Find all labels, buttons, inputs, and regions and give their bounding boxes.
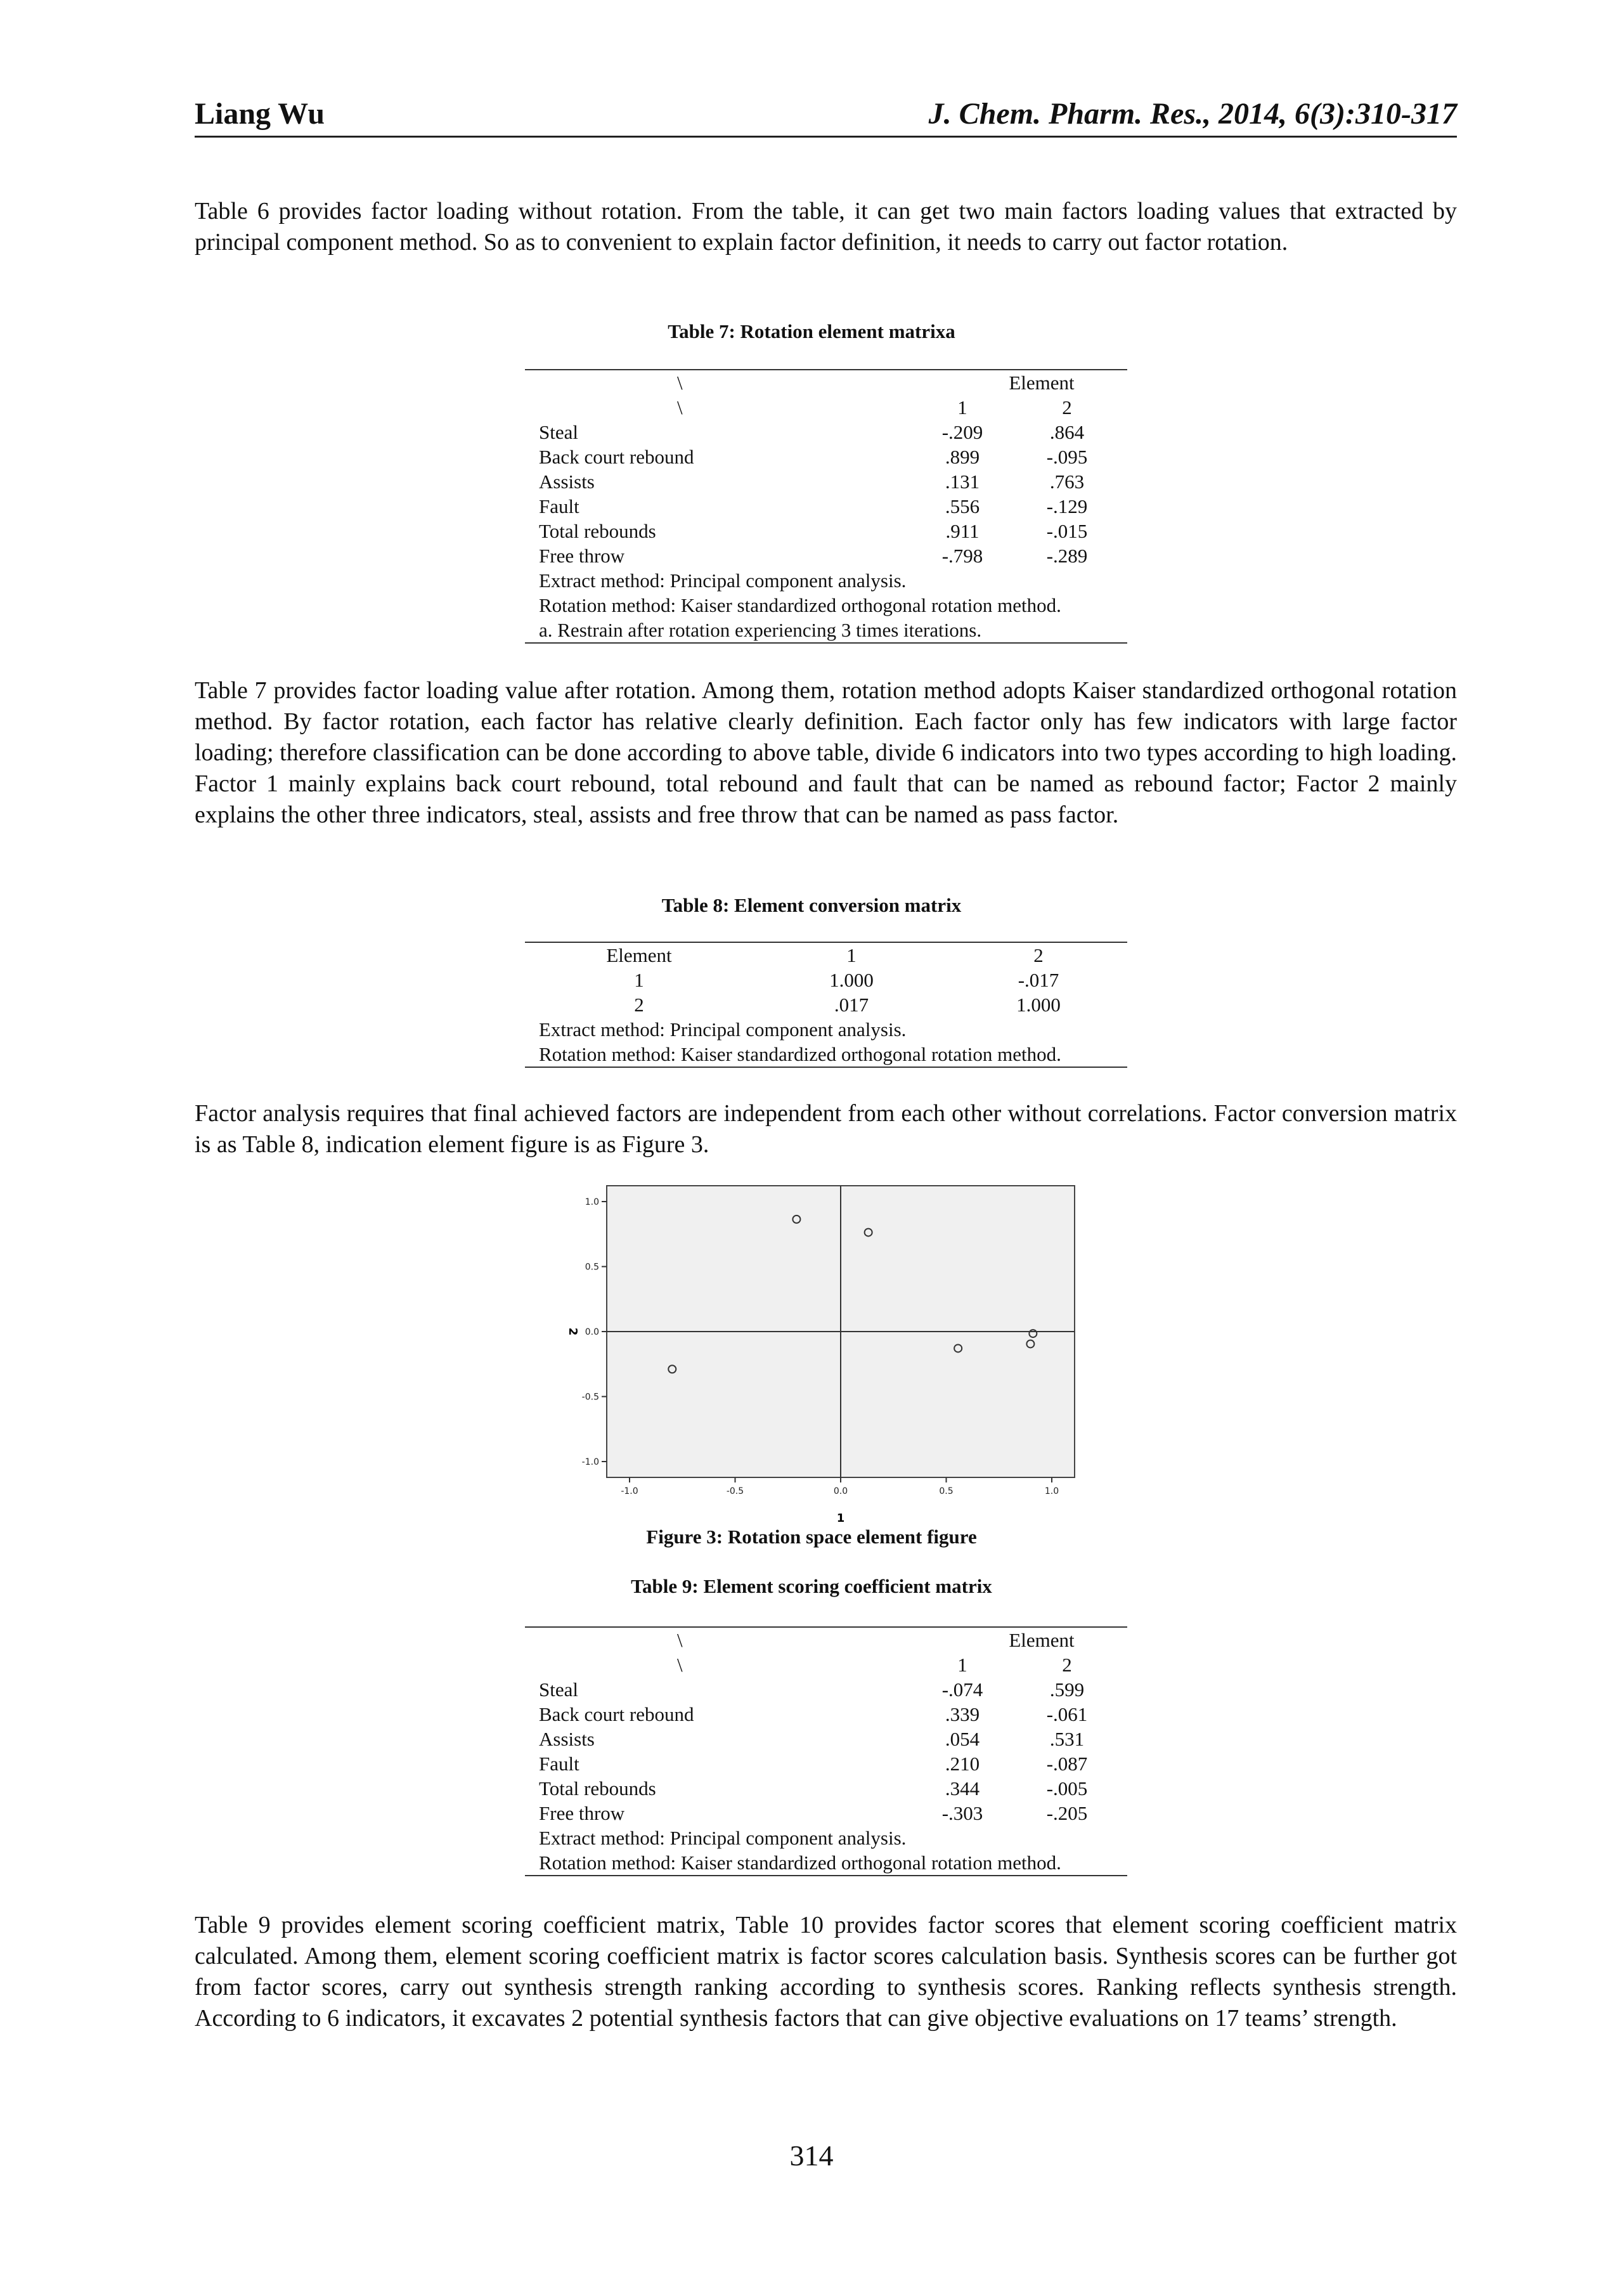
cell-value: -.798 [941, 545, 983, 567]
row-label: Fault [539, 1753, 579, 1775]
table-row [525, 992, 1127, 1017]
table7-caption: Table 7: Rotation element matrixa [668, 320, 955, 342]
y-tick-label: 0.0 [585, 1327, 599, 1337]
table7-note-3: a. Restrain after rotation experiencing 3 times iterations. [525, 618, 1127, 643]
x-tick-label: 0.5 [939, 1486, 954, 1496]
table-row [525, 1776, 1127, 1801]
cell-value: .911 [945, 520, 980, 542]
row-label: Assists [539, 470, 595, 493]
table8 [525, 942, 1127, 1068]
cell-value: -.005 [1046, 1777, 1088, 1800]
row-label: Fault [539, 495, 579, 517]
row-label: Total rebounds [539, 1777, 656, 1800]
cell-value: 1.000 [1016, 994, 1061, 1016]
table7-col2: 2 [1062, 396, 1072, 418]
table7-corner-2: \ [677, 396, 683, 418]
table-row [525, 968, 1127, 992]
x-tick-label: -1.0 [621, 1486, 638, 1496]
table7-corner: \ [525, 370, 880, 395]
table8-caption: Table 8: Element conversion matrix [661, 894, 962, 916]
cell-value: -.095 [1046, 446, 1088, 468]
cell-value: .763 [1049, 470, 1085, 493]
table-row [525, 1677, 1127, 1702]
table7-group-header: Element [880, 370, 1127, 395]
table8-header-1: 1 [753, 942, 950, 968]
table7 [525, 369, 1127, 644]
table9-note-1: Extract method: Principal component analysis. [539, 1827, 907, 1849]
table-row [525, 543, 1127, 568]
table9-caption: Table 9: Element scoring coefficient matrix [631, 1575, 992, 1597]
cell-value: 1 [634, 969, 644, 991]
figure3-scatter-chart [558, 1179, 1103, 1534]
table-row [525, 444, 1127, 469]
cell-value: -.061 [1046, 1703, 1088, 1725]
table9-note-2: Rotation method: Kaiser standardized orthogonal rotation method. [525, 1850, 1127, 1876]
cell-value: .864 [1049, 421, 1085, 443]
table-row [525, 1702, 1127, 1727]
table9-group-header: Element [880, 1627, 1127, 1652]
table-row [525, 1727, 1127, 1751]
x-axis-label: 1 [836, 1512, 845, 1525]
cell-value: .210 [945, 1753, 980, 1775]
cell-value: .339 [945, 1703, 980, 1725]
table8-note-2: Rotation method: Kaiser standardized orthogonal rotation method. [525, 1042, 1127, 1067]
cell-value: -.289 [1046, 545, 1088, 567]
table8-note-1: Extract method: Principal component analysis. [539, 1018, 907, 1041]
header-rule [195, 136, 1457, 138]
cell-value: -.017 [1018, 969, 1059, 991]
header-author: Liang Wu [195, 97, 325, 131]
row-label: Back court rebound [539, 1703, 694, 1725]
table-row [525, 1801, 1127, 1826]
y-tick-label: -1.0 [581, 1457, 599, 1467]
cell-value: -.209 [941, 421, 983, 443]
x-tick-label: 1.0 [1044, 1486, 1059, 1496]
cell-value: 2 [634, 994, 644, 1016]
table7-note-1: Extract method: Principal component analysis. [539, 569, 907, 592]
page-number: 314 [789, 2139, 834, 2172]
scatter-plot-svg [558, 1179, 1103, 1534]
cell-value: -.205 [1046, 1802, 1088, 1824]
cell-value: .531 [1049, 1728, 1085, 1750]
row-label: Back court rebound [539, 446, 694, 468]
header-journal: J. Chem. Pharm. Res., 2014, 6(3):310-317 [928, 97, 1457, 131]
cell-value: -.129 [1046, 495, 1088, 517]
row-label: Free throw [539, 1802, 625, 1824]
cell-value: .131 [945, 470, 980, 493]
y-tick-label: 0.5 [585, 1262, 599, 1273]
paragraph-1: Table 6 provides factor loading without rotation. From the table, it can get two main factors loading values that extracted by principal component method. So as to convenient to explain factor definition, it needs to carry out factor rotation. [195, 198, 1457, 256]
table-row [525, 494, 1127, 519]
cell-value: -.015 [1046, 520, 1088, 542]
table7-col1: 1 [957, 396, 967, 418]
cell-value: -.087 [1046, 1753, 1088, 1775]
row-label: Total rebounds [539, 520, 656, 542]
cell-value: 1.000 [829, 969, 874, 991]
paragraph-4: Table 9 provides element scoring coefficient matrix, Table 10 provides factor scores that element scoring coefficient matrix calculated. Among them, element scoring coefficient matrix is factor scores calculation basis. Synthesis scores can be further got from factor scores, carry out synthesis strength ranking according to synthesis scores. Ranking reflects synthesis strength. According to 6 indicators, it excavates 2 potential synthesis factors that can give objective evaluations on 17 teams’ strength. [195, 1912, 1457, 2032]
row-label: Assists [539, 1728, 595, 1750]
y-tick-label: 1.0 [585, 1197, 599, 1207]
row-label: Free throw [539, 545, 625, 567]
x-tick-label: 0.0 [833, 1486, 848, 1496]
table9-corner-2: \ [677, 1654, 683, 1676]
cell-value: .599 [1049, 1678, 1085, 1701]
cell-value: .556 [945, 495, 980, 517]
table9 [525, 1626, 1127, 1876]
table8-header-2: 2 [950, 942, 1127, 968]
cell-value: -.303 [941, 1802, 983, 1824]
table-row [525, 519, 1127, 543]
row-label: Steal [539, 421, 578, 443]
cell-value: .017 [834, 994, 869, 1016]
y-tick-label: -0.5 [581, 1392, 599, 1403]
cell-value: .344 [945, 1777, 980, 1800]
table7-note-2: Rotation method: Kaiser standardized orthogonal rotation method. [539, 594, 1061, 616]
table9-col1: 1 [957, 1654, 967, 1676]
y-axis-label: 2 [566, 1327, 579, 1336]
cell-value: .899 [945, 446, 980, 468]
row-label: Steal [539, 1678, 578, 1701]
table9-col2: 2 [1062, 1654, 1072, 1676]
paragraph-3: Factor analysis requires that final achieved factors are independent from each other without correlations. Factor conversion matrix is as Table 8, indication element figure is as Figure 3. [195, 1100, 1457, 1158]
cell-value: .054 [945, 1728, 980, 1750]
table-row [525, 1751, 1127, 1776]
table-row [525, 469, 1127, 494]
table8-header-element: Element [525, 942, 753, 968]
table9-corner: \ [525, 1627, 880, 1652]
figure3-caption: Figure 3: Rotation space element figure [646, 1526, 977, 1548]
table-row [525, 420, 1127, 444]
x-tick-label: -0.5 [726, 1486, 744, 1496]
paragraph-2: Table 7 provides factor loading value after rotation. Among them, rotation method adopts Kaiser standardized orthogonal rotation method. By factor rotation, each factor has relative clearly definition. Each factor only has few indicators with large factor loading; therefore classification can be done according to above table, divide 6 indicators into two types according to high loading. Factor 1 mainly explains back court rebound, total rebound and fault that can be named as rebound factor; Factor 2 mainly explains the other three indicators, steal, assists and free throw that can be named as pass factor. [195, 677, 1457, 828]
cell-value: -.074 [941, 1678, 983, 1701]
